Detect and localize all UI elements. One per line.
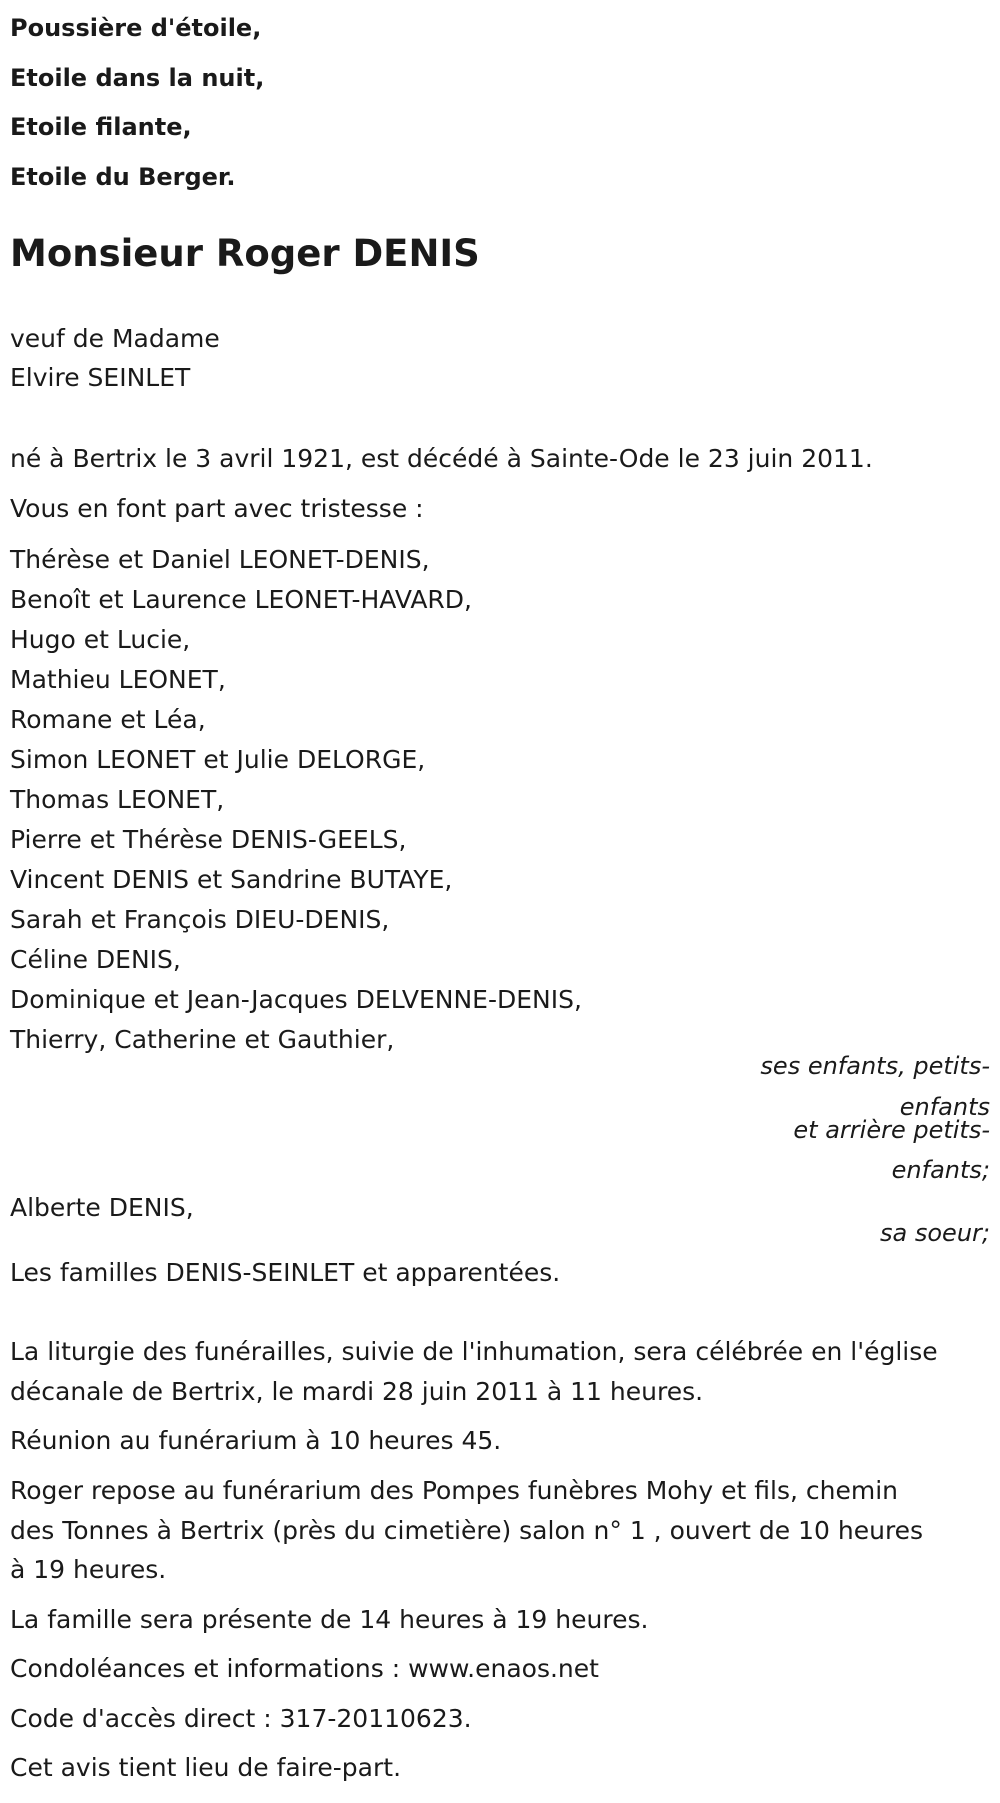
- relation-children-line: et arrière petits-: [793, 1116, 990, 1144]
- family-list: [10, 542, 910, 1062]
- family-list-item: Dominique et Jean-Jacques DELVENNE-DENIS,: [10, 985, 582, 1014]
- birth-death-line: né à Bertrix le 3 avril 1921, est décédé à Sainte-Ode le 23 juin 2011.: [10, 444, 873, 473]
- deceased-name: Monsieur Roger DENIS: [10, 232, 480, 275]
- announce-intro: Vous en font part avec tristesse :: [10, 494, 424, 523]
- relation-children-line: enfants: [899, 1093, 990, 1121]
- families-line: Les familles DENIS-SEINLET et apparentées.: [10, 1258, 561, 1287]
- poem-line: Etoile filante,: [10, 113, 192, 141]
- notice-line: Cet avis tient lieu de faire-part.: [10, 1753, 402, 1782]
- rest-line: à 19 heures.: [10, 1555, 167, 1584]
- family-list-item: Thérèse et Daniel LEONET-DENIS,: [10, 545, 430, 574]
- poem: [10, 10, 610, 208]
- widow-name: Elvire SEINLET: [10, 363, 191, 392]
- poem-line: Etoile du Berger.: [10, 162, 236, 191]
- family-list-item: Hugo et Lucie,: [10, 625, 191, 654]
- sister-relation: sa soeur;: [880, 1219, 990, 1247]
- relation-children-line: enfants;: [891, 1156, 990, 1184]
- family-list-item: Sarah et François DIEU-DENIS,: [10, 905, 390, 934]
- access-code-line: Code d'accès direct : 317-20110623.: [10, 1704, 472, 1733]
- family-list-item: Mathieu LEONET,: [10, 665, 226, 694]
- widow-line: veuf de Madame: [10, 324, 220, 353]
- sister-name: Alberte DENIS,: [10, 1193, 194, 1222]
- family-list-item: Céline DENIS,: [10, 945, 181, 974]
- family-list-item: Benoît et Laurence LEONET-HAVARD,: [10, 585, 472, 614]
- rest-line: des Tonnes à Bertrix (près du cimetière) salon n° 1 , ouvert de 10 heures: [10, 1516, 924, 1545]
- relation-children-line: ses enfants, petits-: [760, 1052, 990, 1080]
- ceremony-line: La liturgie des funérailles, suivie de l'inhumation, sera célébrée en l'église: [10, 1337, 938, 1366]
- family-list-item: Vincent DENIS et Sandrine BUTAYE,: [10, 865, 453, 894]
- family-list-item: Thomas LEONET,: [10, 785, 225, 814]
- ceremony-line: décanale de Bertrix, le mardi 28 juin 2011 à 11 heures.: [10, 1377, 704, 1406]
- family-list-item: Romane et Léa,: [10, 705, 206, 734]
- rest-line: Roger repose au funérarium des Pompes funèbres Mohy et fils, chemin: [10, 1476, 899, 1505]
- poem-line: Etoile dans la nuit,: [10, 63, 265, 92]
- meeting-line: Réunion au funérarium à 10 heures 45.: [10, 1426, 502, 1455]
- condolences-line: Condoléances et informations : www.enaos.net: [10, 1654, 599, 1683]
- family-list-item: Pierre et Thérèse DENIS-GEELS,: [10, 825, 407, 854]
- poem-line: Poussière d'étoile,: [10, 14, 262, 42]
- family-list-item: Simon LEONET et Julie DELORGE,: [10, 745, 426, 774]
- family-presence-line: La famille sera présente de 14 heures à 19 heures.: [10, 1605, 649, 1634]
- family-list-item: Thierry, Catherine et Gauthier,: [10, 1025, 395, 1054]
